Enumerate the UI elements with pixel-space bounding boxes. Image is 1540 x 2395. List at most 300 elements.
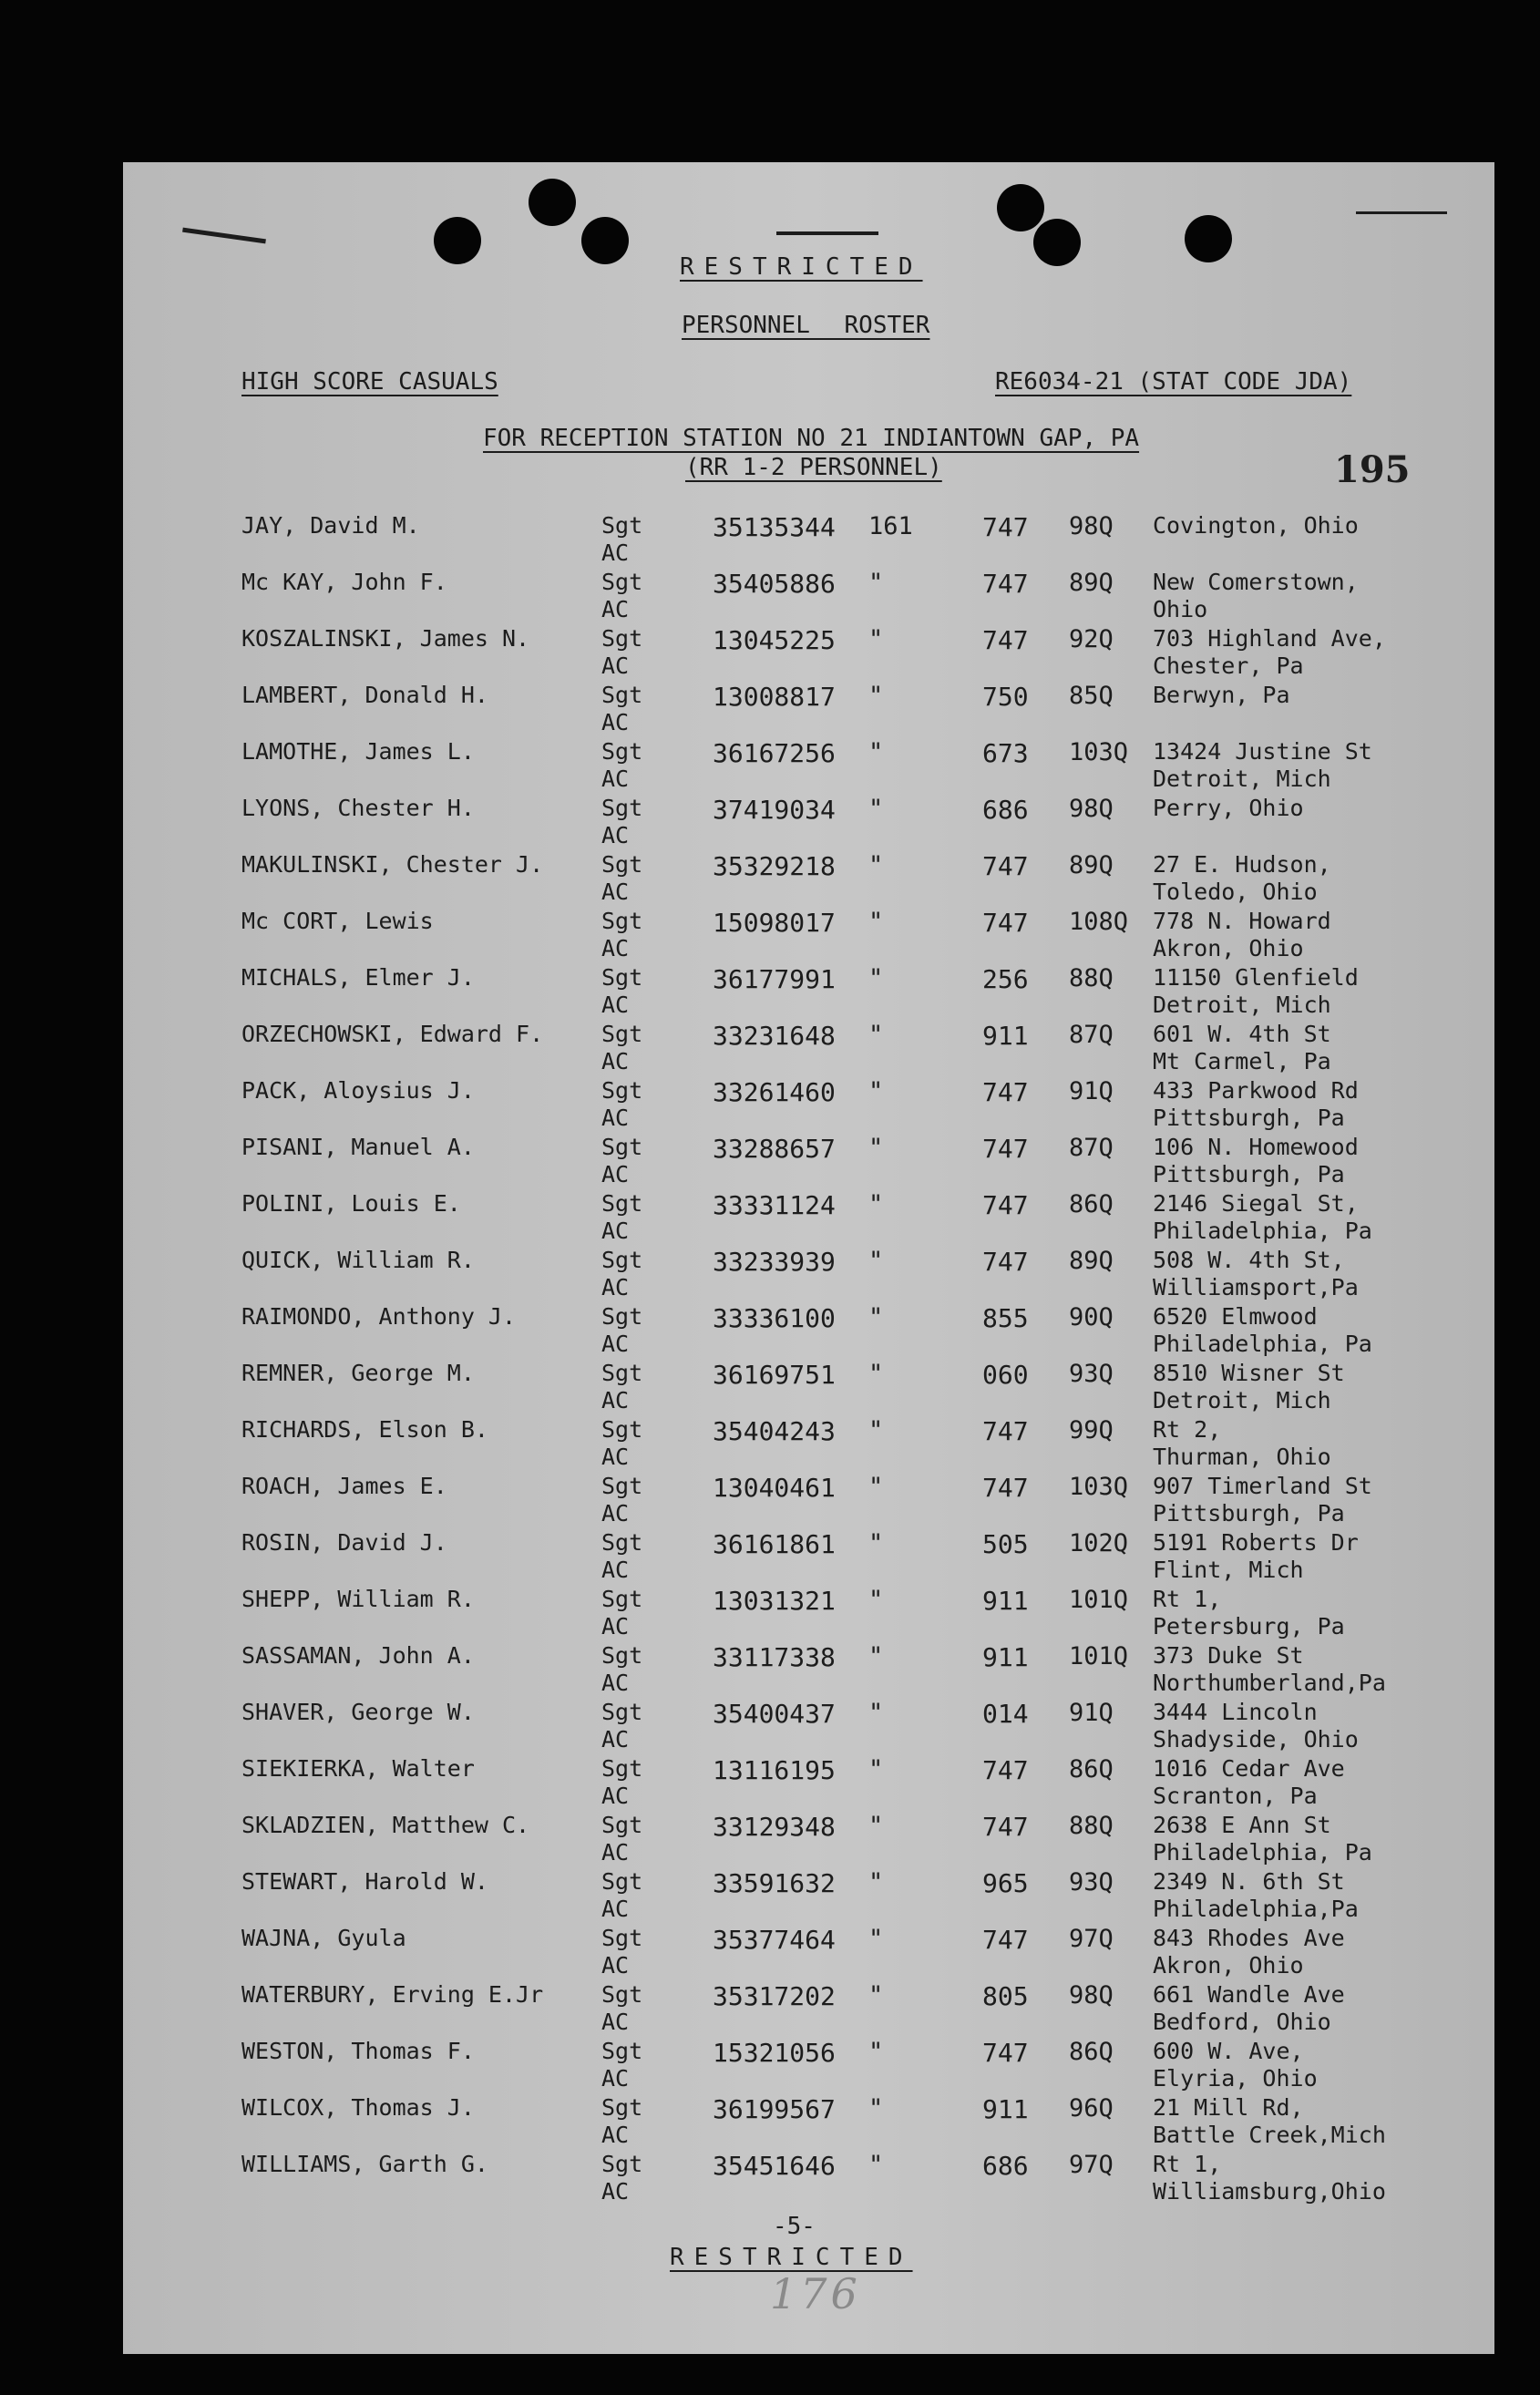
rank: Sgt — [601, 964, 643, 991]
roster-row — [0, 738, 1540, 795]
mos: 505 — [982, 1529, 1029, 1559]
mos: 911 — [982, 1021, 1029, 1051]
score: 97Q — [1069, 2151, 1114, 2179]
branch: AC — [601, 1387, 630, 1413]
rank: Sgt — [601, 1360, 643, 1386]
address-line-1: Covington, Ohio — [1153, 512, 1359, 539]
code: " — [868, 2038, 884, 2066]
name: Mc CORT, Lewis — [241, 908, 434, 934]
branch: AC — [601, 879, 630, 905]
roster-row — [0, 1981, 1540, 2038]
code: " — [868, 1134, 884, 1162]
roster-title: PERSONNEL ROSTER — [682, 312, 930, 339]
branch: AC — [601, 1500, 630, 1526]
address-line-2: Shadyside, Ohio — [1153, 1726, 1359, 1753]
roster-row — [0, 682, 1540, 738]
rank: Sgt — [601, 1699, 643, 1725]
address-line-1: 27 E. Hudson, — [1153, 851, 1331, 878]
branch: AC — [601, 1161, 630, 1187]
roster-row — [0, 1416, 1540, 1473]
name: JAY, David M. — [241, 512, 420, 539]
branch: AC — [601, 1670, 630, 1696]
name: MICHALS, Elmer J. — [241, 964, 475, 991]
address-line-1: 5191 Roberts Dr — [1153, 1529, 1359, 1556]
serial-number: 33231648 — [713, 1021, 836, 1051]
serial-number: 36169751 — [713, 1360, 836, 1390]
branch: AC — [601, 2009, 630, 2035]
address-line-2: Elyria, Ohio — [1153, 2065, 1318, 2092]
name: ORZECHOWSKI, Edward F. — [241, 1021, 544, 1047]
mos: 747 — [982, 569, 1029, 599]
mos: 686 — [982, 2151, 1029, 2181]
name: SHEPP, William R. — [241, 1586, 475, 1612]
roster-row — [0, 2038, 1540, 2094]
name: RAIMONDO, Anthony J. — [241, 1303, 517, 1330]
address-line-1: Rt 1, — [1153, 2151, 1222, 2177]
name: SKLADZIEN, Matthew C. — [241, 1812, 530, 1838]
name: WESTON, Thomas F. — [241, 2038, 475, 2064]
branch: AC — [601, 935, 630, 961]
rank: Sgt — [601, 1925, 643, 1951]
name: SHAVER, George W. — [241, 1699, 475, 1725]
serial-number: 13040461 — [713, 1473, 836, 1503]
code: " — [868, 1077, 884, 1105]
ink-mark — [1356, 211, 1447, 214]
mos: 747 — [982, 1077, 1029, 1107]
mos: 256 — [982, 964, 1029, 994]
score: 92Q — [1069, 625, 1114, 653]
address-line-1: 907 Timerland St — [1153, 1473, 1372, 1499]
rank: Sgt — [601, 1812, 643, 1838]
address-line-1: 1016 Cedar Ave — [1153, 1755, 1345, 1782]
mos: 747 — [982, 851, 1029, 881]
roster-row — [0, 2094, 1540, 2151]
mos: 750 — [982, 682, 1029, 712]
name: LAMOTHE, James L. — [241, 738, 475, 765]
branch: AC — [601, 1839, 630, 1866]
name: LAMBERT, Donald H. — [241, 682, 488, 708]
code: " — [868, 1642, 884, 1670]
address-line-2: Scranton, Pa — [1153, 1783, 1318, 1809]
serial-number: 35400437 — [713, 1699, 836, 1729]
address-line-2: Battle Creek,Mich — [1153, 2122, 1386, 2148]
mos: 060 — [982, 1360, 1029, 1390]
address-line-2: Detroit, Mich — [1153, 766, 1331, 792]
address-line-1: 6520 Elmwood — [1153, 1303, 1318, 1330]
roster-row — [0, 1134, 1540, 1190]
address-line-2: Akron, Ohio — [1153, 1952, 1304, 1979]
mos: 911 — [982, 2094, 1029, 2124]
serial-number: 33336100 — [713, 1303, 836, 1333]
score: 88Q — [1069, 1812, 1114, 1840]
score: 98Q — [1069, 795, 1114, 823]
mos: 747 — [982, 1190, 1029, 1220]
rank: Sgt — [601, 682, 643, 708]
branch: AC — [601, 1048, 630, 1074]
code: " — [868, 1021, 884, 1049]
code: " — [868, 1868, 884, 1896]
address-line-2: Northumberland,Pa — [1153, 1670, 1386, 1696]
serial-number: 36177991 — [713, 964, 836, 994]
roster-row — [0, 1868, 1540, 1925]
code: " — [868, 569, 884, 597]
rank: Sgt — [601, 1190, 643, 1217]
serial-number: 13031321 — [713, 1586, 836, 1616]
address-line-1: 661 Wandle Ave — [1153, 1981, 1345, 2008]
unit-title: HIGH SCORE CASUALS — [241, 368, 498, 396]
score: 103Q — [1069, 1473, 1129, 1501]
serial-number: 13116195 — [713, 1755, 836, 1785]
score: 93Q — [1069, 1868, 1114, 1896]
roster-row — [0, 569, 1540, 625]
rank: Sgt — [601, 1077, 643, 1104]
roster-row — [0, 851, 1540, 908]
name: PISANI, Manuel A. — [241, 1134, 475, 1160]
code: " — [868, 2151, 884, 2179]
roster-row — [0, 1699, 1540, 1755]
score: 89Q — [1069, 1247, 1114, 1275]
mos: 747 — [982, 625, 1029, 655]
score: 98Q — [1069, 1981, 1114, 2010]
code: " — [868, 908, 884, 936]
rank: Sgt — [601, 569, 643, 595]
roster-row — [0, 1303, 1540, 1360]
address-line-1: 843 Rhodes Ave — [1153, 1925, 1345, 1951]
address-line-1: Rt 1, — [1153, 1586, 1222, 1612]
address-line-1: New Comerstown, — [1153, 569, 1359, 595]
score: 97Q — [1069, 1925, 1114, 1953]
classification-bottom: RESTRICTED — [670, 2244, 913, 2271]
serial-number: 33261460 — [713, 1077, 836, 1107]
score: 86Q — [1069, 1190, 1114, 1218]
sub-line: (RR 1-2 PERSONNEL) — [685, 454, 942, 481]
address-line-2: Philadelphia,Pa — [1153, 1896, 1359, 1922]
rank: Sgt — [601, 512, 643, 539]
rank: Sgt — [601, 795, 643, 821]
rank: Sgt — [601, 738, 643, 765]
mos: 747 — [982, 1755, 1029, 1785]
address-line-2: Thurman, Ohio — [1153, 1444, 1331, 1470]
score: 101Q — [1069, 1586, 1129, 1614]
serial-number: 33233939 — [713, 1247, 836, 1277]
roster-row — [0, 1642, 1540, 1699]
roster-row — [0, 1360, 1540, 1416]
rank: Sgt — [601, 908, 643, 934]
serial-number: 35135344 — [713, 512, 836, 542]
rank: Sgt — [601, 625, 643, 652]
binder-hole — [997, 184, 1044, 231]
stat-code: RE6034-21 (STAT CODE JDA) — [995, 368, 1352, 396]
branch: AC — [601, 596, 630, 622]
code: " — [868, 795, 884, 823]
mos: 911 — [982, 1642, 1029, 1672]
roster-row — [0, 1473, 1540, 1529]
name: ROACH, James E. — [241, 1473, 447, 1499]
branch: AC — [601, 822, 630, 848]
score: 96Q — [1069, 2094, 1114, 2123]
station-line: FOR RECEPTION STATION NO 21 INDIANTOWN GAP, PA — [483, 425, 1140, 452]
code: " — [868, 1416, 884, 1444]
serial-number: 37419034 — [713, 795, 836, 825]
address-line-1: 3444 Lincoln — [1153, 1699, 1318, 1725]
binder-hole — [1033, 219, 1081, 266]
serial-number: 35405886 — [713, 569, 836, 599]
score: 98Q — [1069, 512, 1114, 540]
branch: AC — [601, 1783, 630, 1809]
page-number: 195 — [1334, 448, 1411, 491]
branch: AC — [601, 1105, 630, 1131]
mos: 747 — [982, 1812, 1029, 1842]
address-line-2: Pittsburgh, Pa — [1153, 1500, 1345, 1526]
score: 108Q — [1069, 908, 1129, 936]
name: WILLIAMS, Garth G. — [241, 2151, 488, 2177]
roster-row — [0, 512, 1540, 569]
roster-row — [0, 908, 1540, 964]
serial-number: 13008817 — [713, 682, 836, 712]
code: " — [868, 1586, 884, 1614]
name: WILCOX, Thomas J. — [241, 2094, 475, 2121]
address-line-2: Bedford, Ohio — [1153, 2009, 1331, 2035]
code: " — [868, 682, 884, 710]
address-line-2: Philadelphia, Pa — [1153, 1839, 1372, 1866]
branch: AC — [601, 766, 630, 792]
roster-row — [0, 1812, 1540, 1868]
address-line-1: 106 N. Homewood — [1153, 1134, 1359, 1160]
branch: AC — [601, 1274, 630, 1300]
score: 86Q — [1069, 2038, 1114, 2066]
code: " — [868, 1925, 884, 1953]
branch: AC — [601, 2122, 630, 2148]
rank: Sgt — [601, 1021, 643, 1047]
serial-number: 35317202 — [713, 1981, 836, 2011]
branch: AC — [601, 1331, 630, 1357]
address-line-2: Ohio — [1153, 596, 1208, 622]
mos: 747 — [982, 1925, 1029, 1955]
score: 88Q — [1069, 964, 1114, 992]
branch: AC — [601, 1726, 630, 1753]
name: LYONS, Chester H. — [241, 795, 475, 821]
rank: Sgt — [601, 1247, 643, 1273]
mos: 747 — [982, 1473, 1029, 1503]
serial-number: 15098017 — [713, 908, 836, 938]
page-sequence: -5- — [773, 2213, 816, 2240]
code: " — [868, 1360, 884, 1388]
address-line-1: 703 Highland Ave, — [1153, 625, 1386, 652]
code: 161 — [868, 512, 913, 540]
mos: 855 — [982, 1303, 1029, 1333]
serial-number: 33129348 — [713, 1812, 836, 1842]
address-line-1: 508 W. 4th St, — [1153, 1247, 1345, 1273]
code: " — [868, 1473, 884, 1501]
rank: Sgt — [601, 1586, 643, 1612]
code: " — [868, 738, 884, 766]
serial-number: 36199567 — [713, 2094, 836, 2124]
roster-row — [0, 1925, 1540, 1981]
name: PACK, Aloysius J. — [241, 1077, 475, 1104]
branch: AC — [601, 2178, 630, 2205]
score: 93Q — [1069, 1360, 1114, 1388]
binder-hole — [434, 217, 481, 264]
serial-number: 13045225 — [713, 625, 836, 655]
branch: AC — [601, 2065, 630, 2092]
rank: Sgt — [601, 1529, 643, 1556]
branch: AC — [601, 992, 630, 1018]
mos: 805 — [982, 1981, 1029, 2011]
serial-number: 36161861 — [713, 1529, 836, 1559]
mos: 747 — [982, 512, 1029, 542]
address-line-1: 21 Mill Rd, — [1153, 2094, 1304, 2121]
address-line-2: Williamsburg,Ohio — [1153, 2178, 1386, 2205]
branch: AC — [601, 1613, 630, 1639]
serial-number: 35404243 — [713, 1416, 836, 1446]
mos: 747 — [982, 908, 1029, 938]
name: QUICK, William R. — [241, 1247, 475, 1273]
mos: 673 — [982, 738, 1029, 768]
name: WATERBURY, Erving E.Jr — [241, 1981, 544, 2008]
score: 102Q — [1069, 1529, 1129, 1557]
code: " — [868, 851, 884, 879]
code: " — [868, 1981, 884, 2010]
roster-row — [0, 1529, 1540, 1586]
address-line-1: 8510 Wisner St — [1153, 1360, 1345, 1386]
address-line-1: Rt 2, — [1153, 1416, 1222, 1443]
name: MAKULINSKI, Chester J. — [241, 851, 544, 878]
roster-row — [0, 2151, 1540, 2207]
name: ROSIN, David J. — [241, 1529, 447, 1556]
name: KOSZALINSKI, James N. — [241, 625, 530, 652]
name: REMNER, George M. — [241, 1360, 475, 1386]
score: 85Q — [1069, 682, 1114, 710]
mos: 747 — [982, 1134, 1029, 1164]
code: " — [868, 1699, 884, 1727]
branch: AC — [601, 1444, 630, 1470]
address-line-2: Pittsburgh, Pa — [1153, 1161, 1345, 1187]
code: " — [868, 1529, 884, 1557]
branch: AC — [601, 1557, 630, 1583]
code: " — [868, 2094, 884, 2123]
address-line-1: 2146 Siegal St, — [1153, 1190, 1359, 1217]
rank: Sgt — [601, 1981, 643, 2008]
code: " — [868, 964, 884, 992]
rank: Sgt — [601, 851, 643, 878]
score: 89Q — [1069, 851, 1114, 879]
name: WAJNA, Gyula — [241, 1925, 406, 1951]
score: 89Q — [1069, 569, 1114, 597]
address-line-2: Chester, Pa — [1153, 653, 1304, 679]
name: POLINI, Louis E. — [241, 1190, 461, 1217]
score: 99Q — [1069, 1416, 1114, 1444]
serial-number: 15321056 — [713, 2038, 836, 2068]
address-line-1: 778 N. Howard — [1153, 908, 1331, 934]
code: " — [868, 1755, 884, 1783]
serial-number: 35377464 — [713, 1925, 836, 1955]
rank: Sgt — [601, 2038, 643, 2064]
roster-row — [0, 625, 1540, 682]
mos: 911 — [982, 1586, 1029, 1616]
address-line-2: Williamsport,Pa — [1153, 1274, 1359, 1300]
mos: 965 — [982, 1868, 1029, 1898]
branch: AC — [601, 540, 630, 566]
serial-number: 33117338 — [713, 1642, 836, 1672]
address-line-1: Berwyn, Pa — [1153, 682, 1290, 708]
code: " — [868, 1247, 884, 1275]
score: 101Q — [1069, 1642, 1129, 1670]
rank: Sgt — [601, 1868, 643, 1895]
roster-row — [0, 1077, 1540, 1134]
address-line-2: Philadelphia, Pa — [1153, 1331, 1372, 1357]
address-line-1: 11150 Glenfield — [1153, 964, 1359, 991]
mos: 747 — [982, 1416, 1029, 1446]
address-line-1: 373 Duke St — [1153, 1642, 1304, 1669]
address-line-2: Toledo, Ohio — [1153, 879, 1318, 905]
classification-top: RESTRICTED — [680, 253, 923, 281]
roster-row — [0, 1586, 1540, 1642]
roster-row — [0, 964, 1540, 1021]
roster-row — [0, 1190, 1540, 1247]
address-line-2: Detroit, Mich — [1153, 992, 1331, 1018]
address-line-2: Pittsburgh, Pa — [1153, 1105, 1345, 1131]
rank: Sgt — [601, 1755, 643, 1782]
branch: AC — [601, 1896, 630, 1922]
score: 91Q — [1069, 1077, 1114, 1105]
branch: AC — [601, 1218, 630, 1244]
score: 87Q — [1069, 1021, 1114, 1049]
score: 91Q — [1069, 1699, 1114, 1727]
score: 90Q — [1069, 1303, 1114, 1331]
address-line-2: Mt Carmel, Pa — [1153, 1048, 1331, 1074]
address-line-2: Flint, Mich — [1153, 1557, 1304, 1583]
branch: AC — [601, 653, 630, 679]
name: RICHARDS, Elson B. — [241, 1416, 488, 1443]
rank: Sgt — [601, 2094, 643, 2121]
rank: Sgt — [601, 2151, 643, 2177]
address-line-1: 13424 Justine St — [1153, 738, 1372, 765]
address-line-1: 601 W. 4th St — [1153, 1021, 1331, 1047]
address-line-2: Philadelphia, Pa — [1153, 1218, 1372, 1244]
binder-hole — [581, 217, 629, 264]
roster-row — [0, 1021, 1540, 1077]
roster-row — [0, 1755, 1540, 1812]
score: 87Q — [1069, 1134, 1114, 1162]
name: SASSAMAN, John A. — [241, 1642, 475, 1669]
roster-row — [0, 1247, 1540, 1303]
address-line-1: 600 W. Ave, — [1153, 2038, 1304, 2064]
binder-hole — [529, 179, 576, 226]
branch: AC — [601, 709, 630, 735]
roster-row — [0, 795, 1540, 851]
binder-hole — [1185, 215, 1232, 262]
mos: 686 — [982, 795, 1029, 825]
address-line-1: 2638 E Ann St — [1153, 1812, 1331, 1838]
ink-mark — [776, 231, 878, 235]
score: 103Q — [1069, 738, 1129, 766]
serial-number: 35451646 — [713, 2151, 836, 2181]
address-line-1: 433 Parkwood Rd — [1153, 1077, 1359, 1104]
rank: Sgt — [601, 1303, 643, 1330]
rank: Sgt — [601, 1416, 643, 1443]
name: Mc KAY, John F. — [241, 569, 447, 595]
code: " — [868, 625, 884, 653]
serial-number: 35329218 — [713, 851, 836, 881]
branch: AC — [601, 1952, 630, 1979]
code: " — [868, 1303, 884, 1331]
code: " — [868, 1190, 884, 1218]
rank: Sgt — [601, 1134, 643, 1160]
score: 86Q — [1069, 1755, 1114, 1783]
serial-number: 33288657 — [713, 1134, 836, 1164]
mos: 747 — [982, 2038, 1029, 2068]
serial-number: 36167256 — [713, 738, 836, 768]
